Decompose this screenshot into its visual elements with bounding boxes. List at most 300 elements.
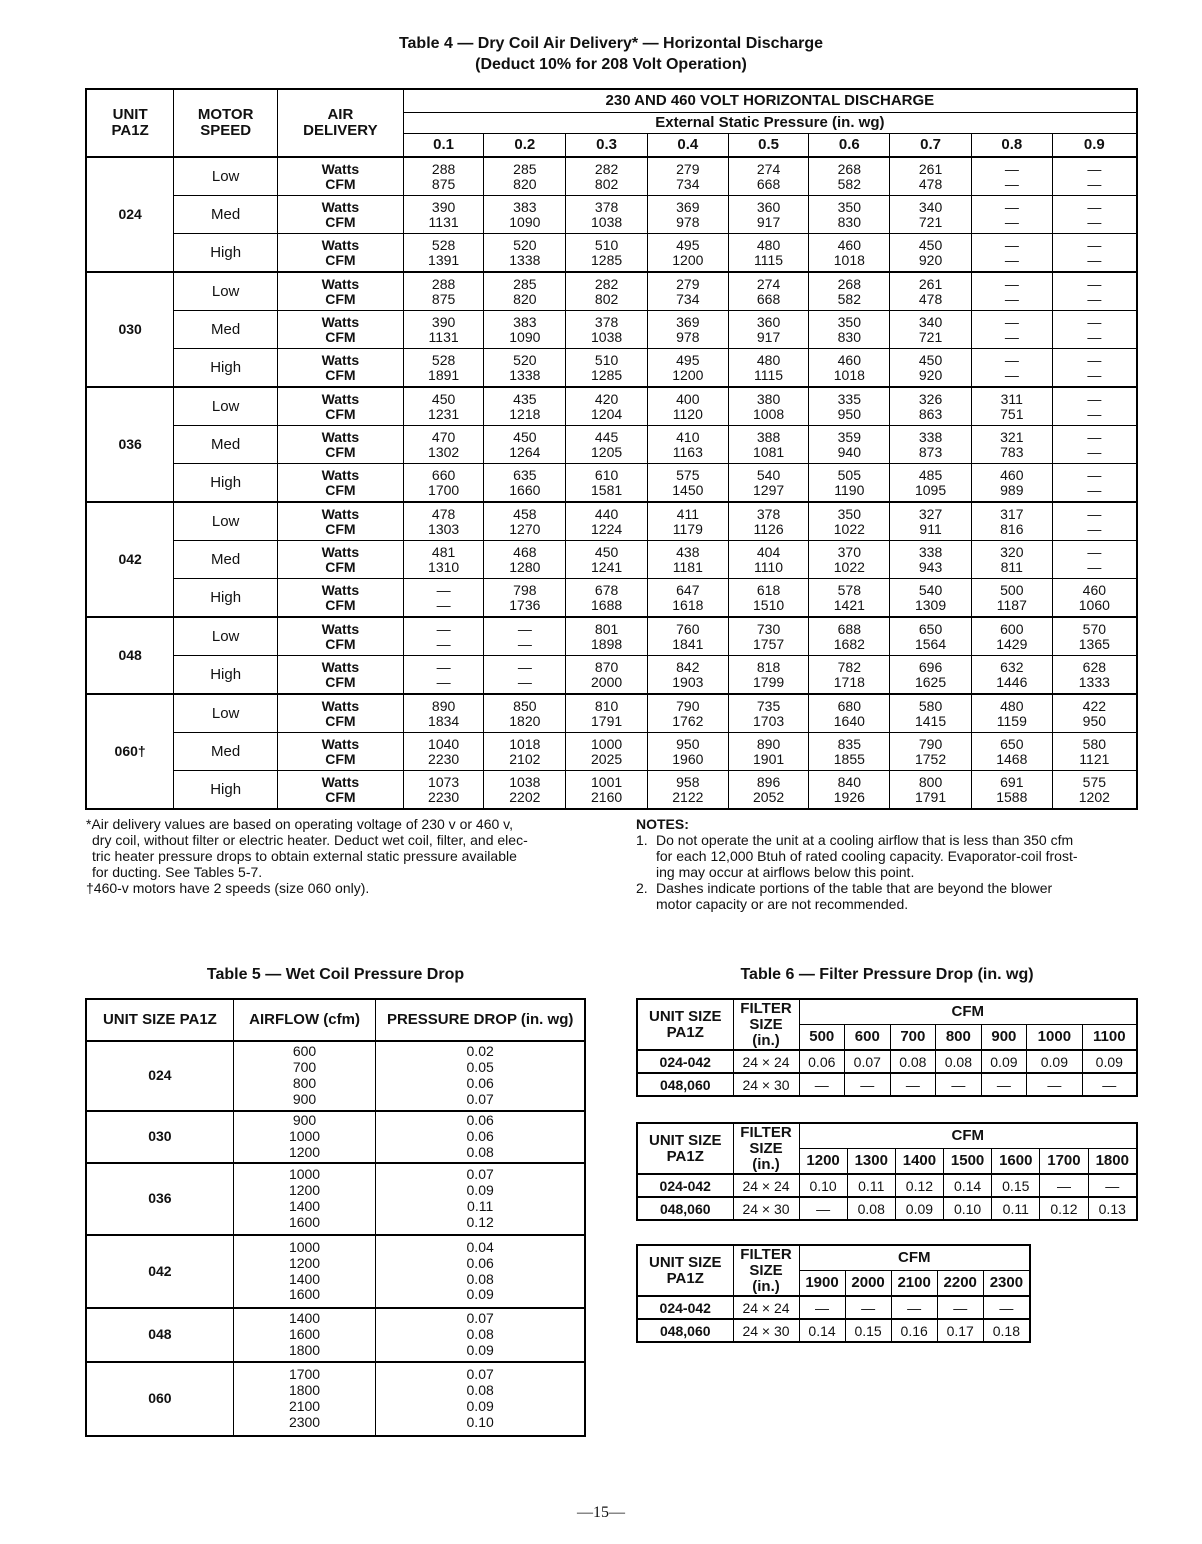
cfm-value: 751 [1000,405,1024,422]
t6-row [637,1296,1030,1319]
t4-value-cell [728,541,809,579]
t4-value-cell [484,349,566,388]
t4-pressure-header: 0.9 [1052,134,1137,158]
t4-value-cell [647,157,728,196]
t6-header-unit: UNIT SIZE PA1Z [637,999,733,1050]
cfm-value: 820 [513,175,537,192]
watts-value: 510 [594,236,619,253]
table4-dry-coil-air-delivery [85,88,1138,810]
cfm-value: 1022 [833,520,865,537]
watts-value: 870 [594,658,619,675]
t4-value-cell [647,502,728,541]
cfm-value: 917 [756,328,781,345]
cfm-value: 1090 [509,213,541,230]
cfm-value: 1682 [833,635,865,652]
t4-value-cell [728,617,809,656]
watts-label: Watts [321,275,360,292]
t4-pressure-header: 0.6 [809,134,890,158]
t4-value-cell [809,502,890,541]
cfm-value: 811 [1000,558,1023,575]
watts-label: Watts [321,466,360,483]
watts-value: 450 [513,428,537,445]
cfm-value: 2102 [509,750,541,767]
t6-size-cell: 24 × 30 [733,1319,799,1342]
t6-value-cell: 0.14 [799,1319,845,1342]
t4-value-cell [1052,196,1137,234]
watts-value: 760 [676,620,700,637]
t5-airflow-cell [233,1235,376,1308]
t4-speed-cell: High [174,464,278,503]
t4-value-cell [728,464,809,503]
t4-value-cell [566,234,648,273]
watts-value: 696 [918,658,943,675]
t4-value-cell [728,311,809,349]
cfm-label: CFM [325,290,356,307]
cfm-value: 1700 [428,481,460,498]
t4-air-delivery-cell [278,502,404,541]
airflow-value: 1000 [288,1128,321,1145]
cfm-value: 1241 [591,558,623,575]
airflow-value: 800 [292,1075,317,1091]
watts-value: 510 [594,351,619,368]
cfm-value: 1131 [428,328,459,345]
t4-pressure-header: 0.8 [971,134,1052,158]
t6-row [637,1174,1137,1197]
t4-value-cell [1052,426,1137,464]
watts-value: 688 [837,620,861,637]
t4-value-cell [971,234,1052,273]
t6-value-cell: 0.12 [895,1174,943,1197]
watts-value: 691 [1000,773,1024,790]
watts-value: 818 [756,658,781,675]
t4-value-cell [890,733,972,771]
cfm-value: 1640 [833,712,865,729]
t6-header-cfm: CFM [799,999,1137,1025]
watts-value: 468 [513,543,537,560]
t4-value-cell [1052,502,1137,541]
t6-cfm-header: 800 [936,1025,982,1051]
drop-value: 0.06 [466,1075,494,1091]
t4-value-cell [971,541,1052,579]
airflow-value: 1800 [288,1382,321,1399]
cfm-value: 1564 [914,635,947,652]
watts-value: 890 [431,697,456,714]
t4-air-delivery-cell [278,733,404,771]
cfm-value: 1297 [753,481,785,498]
t4-value-cell [971,311,1052,349]
watts-value: 842 [676,658,700,675]
t6-value-cell: — [1027,1073,1082,1096]
cfm-value: 950 [837,405,861,422]
t4-value-cell [403,272,484,311]
cfm-label: CFM [325,481,356,498]
t4-value-cell [403,541,484,579]
t6-cfm-header: 1000 [1027,1025,1082,1051]
watts-label: Watts [321,658,360,675]
cfm-value: — [1087,405,1102,422]
cfm-value: 1081 [753,443,785,460]
t6-size-cell: 24 × 24 [733,1050,799,1073]
cfm-label: CFM [325,558,356,575]
t4-value-cell [484,387,566,426]
t6-value-cell: 0.09 [895,1197,943,1220]
t4-value-cell [890,196,972,234]
watts-value: 896 [756,773,781,790]
t4-value-cell [484,196,566,234]
t6-size-cell: 24 × 30 [733,1073,799,1096]
t5-drop-cell [376,1163,585,1235]
drop-value: 0.08 [466,1382,494,1399]
watts-value: — [1087,390,1102,407]
watts-value: 528 [431,351,456,368]
drop-value: 0.09 [466,1341,494,1358]
watts-value: 268 [837,160,861,177]
t5-drop-cell [376,1235,585,1308]
cfm-value: 1718 [833,673,865,690]
watts-value: 369 [676,198,700,215]
cfm-value: 1224 [591,520,623,537]
cfm-value: 1285 [591,366,623,383]
watts-value: 850 [513,697,537,714]
watts-value: 575 [1082,773,1107,790]
cfm-value: 830 [837,213,861,230]
airflow-value: 2300 [288,1413,321,1430]
watts-value: 338 [918,428,943,445]
t6-unit-cell: 024-042 [637,1296,733,1319]
cfm-value: 873 [918,443,943,460]
note1-number: 1. [636,832,648,848]
watts-value: 500 [1000,581,1024,598]
airflow-value: 1600 [288,1286,321,1303]
watts-value: 450 [431,390,456,407]
t5-drop-cell [376,1308,585,1362]
cfm-value: 1338 [509,366,541,383]
t4-speed-cell: Low [174,502,278,541]
t4-air-delivery-cell [278,157,404,196]
t4-value-cell [647,694,728,733]
t4-value-cell [971,272,1052,311]
t4-value-cell [403,157,484,196]
t4-value-cell [971,617,1052,656]
t4-value-cell [403,464,484,503]
t6-value-cell: 0.10 [944,1197,992,1220]
t4-speed-cell: Low [174,387,278,426]
watts-value: 450 [918,351,943,368]
watts-value: 350 [837,505,861,522]
watts-value: — [1004,198,1019,215]
t4-row [86,387,1137,426]
watts-value: 445 [594,428,619,445]
cfm-value: 2025 [591,750,623,767]
t4-value-cell [403,502,484,541]
cfm-value: 1791 [591,712,623,729]
cfm-value: 1625 [914,673,947,690]
table4-subtitle: (Deduct 10% for 208 Volt Operation) [475,56,747,73]
t4-unit-cell: 048 [86,617,174,694]
t4-value-cell [484,272,566,311]
t4-value-cell [1052,464,1137,503]
t4-row [86,196,1137,234]
cfm-value: — [436,596,451,613]
t6-value-cell: 0.17 [937,1319,983,1342]
watts-value: 360 [756,198,781,215]
airflow-value: 600 [292,1043,317,1060]
cfm-value: 1204 [591,405,623,422]
watts-value: 380 [756,390,781,407]
t4-value-cell [484,733,566,771]
t4-air-delivery-cell [278,387,404,426]
t6-cfm-header: 700 [890,1025,936,1051]
watts-label: Watts [321,160,360,177]
drop-value: 0.07 [466,1090,494,1107]
t4-value-cell [566,733,648,771]
cfm-value: 917 [756,213,781,230]
t6-unit-cell: 048,060 [637,1319,733,1342]
watts-label: Watts [321,198,360,215]
t6-cfm-header: 1900 [799,1271,845,1297]
cfm-value: — [1087,443,1102,460]
cfm-value: 1115 [754,366,784,383]
cfm-value: 1757 [753,635,785,652]
t4-value-cell [566,349,648,388]
watts-value: — [1087,466,1102,483]
watts-value: — [1087,275,1102,292]
cfm-value: 1008 [753,405,785,422]
t4-value-cell [809,656,890,695]
t4-value-cell [566,311,648,349]
t6-cfm-header: 500 [799,1025,845,1051]
airflow-value: 1600 [288,1326,321,1343]
t4-value-cell [971,196,1052,234]
watts-value: — [517,620,532,637]
watts-value: 1040 [428,735,460,752]
t6-cfm-header: 1300 [847,1149,895,1175]
t6-value-cell: 0.06 [799,1050,845,1073]
t4-row [86,656,1137,695]
table6-block [636,1244,1031,1343]
t4-value-cell [809,617,890,656]
t6-value-cell: — [1040,1174,1088,1197]
watts-value: 285 [513,275,537,292]
watts-value: 450 [918,236,943,253]
drop-value: 0.05 [466,1059,494,1076]
watts-value: 635 [513,466,537,483]
t4-air-delivery-cell [278,311,404,349]
t4-unit-cell: 036 [86,387,174,502]
cfm-value: 1090 [509,328,541,345]
note1-line: Do not operate the unit at a cooling airflow that is less than 350 cfm [656,832,1074,848]
t6-value-cell: — [937,1296,983,1319]
cfm-value: 721 [918,213,943,230]
t4-speed-cell: High [174,656,278,695]
t6-size-cell: 24 × 30 [733,1197,799,1220]
cfm-value: 1018 [833,366,865,383]
t4-value-cell [809,426,890,464]
t4-speed-cell: Med [174,541,278,579]
watts-value: 790 [918,735,943,752]
t4-value-cell [971,387,1052,426]
cfm-value: 1660 [509,481,541,498]
drop-value: 0.04 [466,1238,494,1255]
cfm-value: 1131 [428,213,459,230]
t4-value-cell [647,234,728,273]
t4-value-cell [403,617,484,656]
t4-value-cell [971,157,1052,196]
note1-line: for each 12,000 Btuh of rated cooling capacity. Evaporator-coil frost- [656,848,1078,864]
t4-row [86,426,1137,464]
cfm-value: 820 [513,290,537,307]
airflow-value: 1200 [288,1143,321,1160]
cfm-value: 1855 [833,750,865,767]
footnote-motors: †460-v motors have 2 speeds (size 060 only). [86,880,370,896]
t6-value-cell: 0.15 [992,1174,1040,1197]
drop-value: 0.06 [466,1112,494,1129]
watts-value: 520 [513,236,537,253]
cfm-value: 2160 [591,788,623,805]
t5-row [86,1111,585,1163]
airflow-value: 1400 [288,1198,321,1214]
watts-value: 478 [431,505,456,522]
t5-unit-cell: 024 [86,1041,233,1111]
watts-value: — [1087,428,1102,445]
watts-value: 618 [756,581,781,598]
cfm-value: 1338 [509,251,541,268]
drop-value: 0.06 [466,1254,494,1271]
t6-value-cell: 0.15 [845,1319,891,1342]
watts-value: 282 [594,160,619,177]
watts-value: 370 [837,543,861,560]
t4-pressure-header: 0.1 [403,134,484,158]
note2-line: motor capacity or are not recommended. [656,896,909,912]
t4-value-cell [1052,272,1137,311]
watts-value: 485 [918,466,943,483]
t4-value-cell [728,196,809,234]
watts-value: 435 [513,390,537,407]
watts-value: 520 [513,351,537,368]
cfm-value: 940 [837,443,861,460]
t4-row [86,272,1137,311]
t6-value-cell: 0.09 [1027,1050,1082,1073]
cfm-label: CFM [325,673,356,690]
cfm-value: 816 [1000,520,1024,537]
t6-cfm-header: 900 [981,1025,1027,1051]
cfm-value: — [1087,328,1102,345]
watts-label: Watts [321,620,360,637]
table4-notes [636,816,1142,912]
cfm-value: 875 [431,290,456,307]
cfm-value: 1038 [591,213,623,230]
t4-value-cell [890,579,972,618]
t4-unit-cell: 042 [86,502,174,617]
watts-value: 580 [918,697,943,714]
t4-value-cell [647,349,728,388]
t4-value-cell [566,694,648,733]
watts-value: 660 [431,466,456,483]
drop-value: 0.09 [466,1398,494,1414]
drop-value: 0.08 [466,1326,494,1343]
watts-value: 628 [1082,658,1107,675]
cfm-value: 830 [837,328,861,345]
drop-value: 0.09 [466,1286,494,1303]
t4-value-cell [890,387,972,426]
t4-row [86,579,1137,618]
t4-value-cell [647,426,728,464]
cfm-value: 1736 [509,596,541,613]
watts-value: 335 [837,390,861,407]
t6-value-cell: 0.12 [1040,1197,1088,1220]
watts-value: 835 [837,735,861,752]
watts-value: 383 [513,198,537,215]
t4-value-cell [890,502,972,541]
t4-value-cell [890,617,972,656]
t6-unit-cell: 048,060 [637,1197,733,1220]
t4-pressure-header: 0.2 [484,134,566,158]
watts-value: 505 [837,466,861,483]
t5-unit-cell: 042 [86,1235,233,1308]
watts-value: 422 [1082,697,1107,714]
t4-value-cell [566,502,648,541]
cfm-label: CFM [325,405,356,422]
cfm-label: CFM [325,712,356,729]
t4-row [86,234,1137,273]
cfm-value: 1202 [1078,788,1110,805]
cfm-value: 1200 [672,251,704,268]
drop-value: 0.02 [466,1043,494,1060]
t4-row [86,157,1137,196]
cfm-value: 1280 [509,558,541,575]
watts-value: 261 [918,275,943,292]
cfm-value: 1200 [672,366,704,383]
watts-value: 480 [756,351,781,368]
airflow-value: 1000 [288,1166,321,1183]
watts-label: Watts [321,581,360,598]
t4-value-cell [1052,656,1137,695]
t5-header-unit: UNIT SIZE PA1Z [86,999,233,1041]
t4-speed-cell: High [174,234,278,273]
watts-value: 383 [513,313,537,330]
t4-unit-cell: 030 [86,272,174,387]
t4-header-unit: UNIT PA1Z [86,89,174,157]
t4-value-cell [484,157,566,196]
watts-value: 1073 [428,773,460,790]
t6-cfm-header: 1600 [992,1149,1040,1175]
airflow-value: 1800 [288,1341,321,1358]
t4-value-cell [647,656,728,695]
cfm-value: 1231 [428,405,460,422]
t4-value-cell [1052,617,1137,656]
cfm-value: 1450 [672,481,704,498]
t4-value-cell [890,541,972,579]
t6-value-cell: 0.11 [847,1174,895,1197]
watts-value: 460 [1000,466,1024,483]
t4-air-delivery-cell [278,426,404,464]
watts-value: 480 [1000,697,1024,714]
airflow-value: 900 [292,1090,317,1107]
t4-value-cell [566,196,648,234]
t4-pressure-header: 0.7 [890,134,972,158]
cfm-value: 668 [756,175,781,192]
t4-value-cell [971,426,1052,464]
t4-value-cell [566,656,648,695]
t5-drop-cell [376,1362,585,1436]
watts-value: 481 [431,543,456,560]
cfm-value: 1446 [996,673,1028,690]
watts-value: 378 [756,505,781,522]
watts-value: 460 [1082,581,1107,598]
t6-cfm-header: 1200 [799,1149,847,1175]
watts-value: 327 [918,505,943,522]
t4-value-cell [809,541,890,579]
